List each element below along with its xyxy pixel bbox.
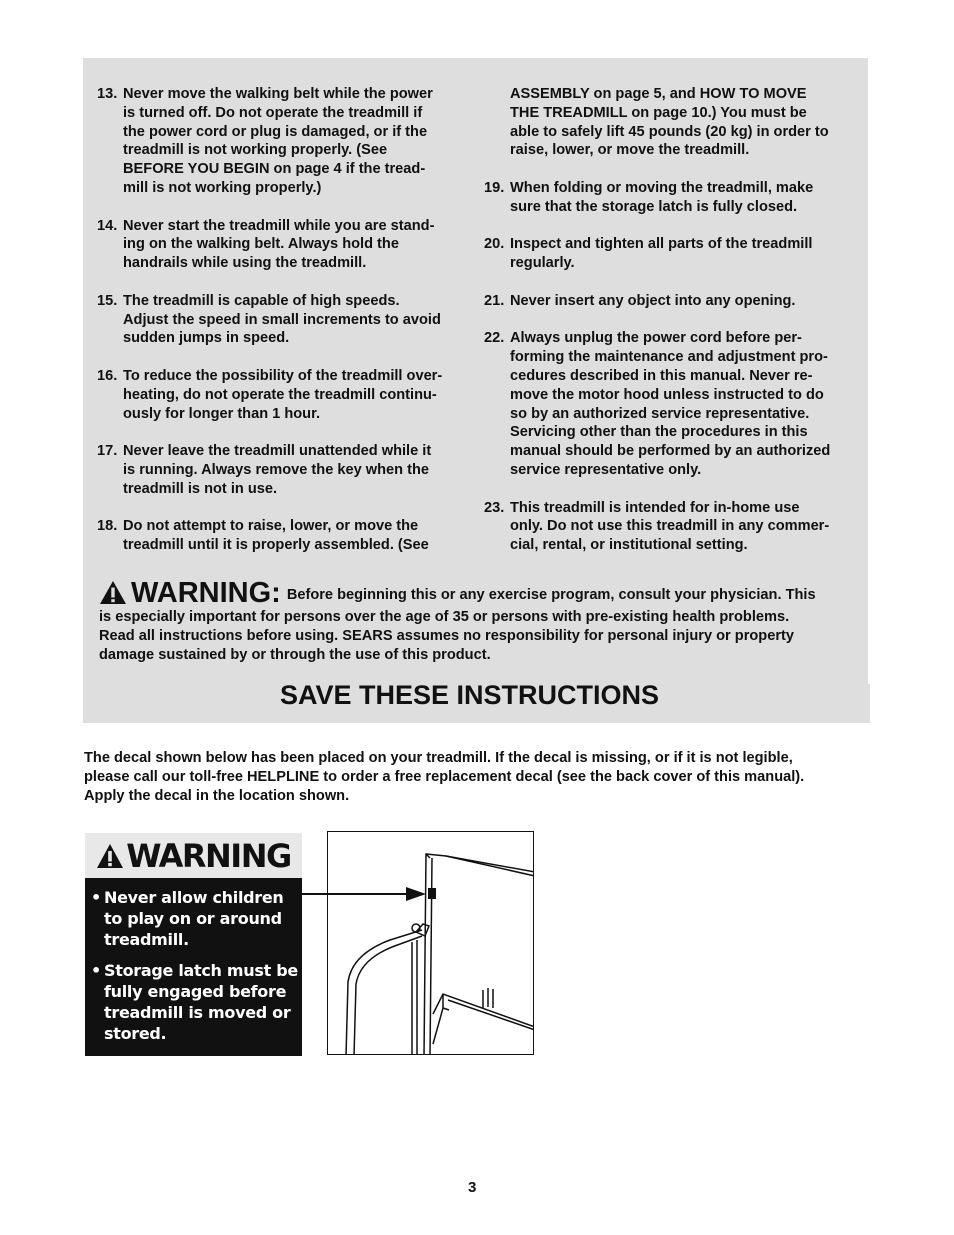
instruction-item-13	[97, 85, 469, 198]
item-line: treadmill until it is properly assembled. (See	[123, 537, 429, 554]
item-text	[510, 179, 856, 217]
bullet-dot: •	[91, 888, 101, 907]
bullet-dot: •	[91, 961, 101, 980]
decal-bullet	[91, 887, 299, 950]
item-line: heating, do not operate the treadmill continu-	[123, 386, 437, 403]
instruction-item-21	[484, 292, 856, 311]
item-line: cial, rental, or institutional setting.	[510, 537, 748, 554]
save-instructions-title: SAVE THESE INSTRUCTIONS	[280, 680, 660, 710]
item-line: service representative only.	[510, 461, 702, 478]
bullet-line: Never allow children	[104, 888, 284, 907]
continuation-line: THE TREADMILL on page 10.) You must be	[510, 104, 807, 121]
page-number: 3	[468, 1179, 477, 1196]
warning-line: is especially important for persons over the age of 35 or persons with pre-existing health problems.	[99, 609, 790, 625]
instruction-item-23	[484, 499, 856, 555]
continuation-line: ASSEMBLY on page 5, and HOW TO MOVE	[510, 86, 807, 102]
instruction-item-19	[484, 179, 856, 217]
warning-triangle-icon	[96, 843, 124, 869]
item-number: 15.	[97, 292, 118, 309]
item-line: handrails while using the treadmill.	[123, 255, 367, 272]
item-line: Always unplug the power cord before per-	[510, 330, 802, 347]
item-line: is turned off. Do not operate the treadmill if	[123, 104, 423, 121]
item-line: sudden jumps in speed.	[123, 330, 290, 347]
decal-bullet	[91, 960, 299, 1044]
item-line: mill is not working properly.)	[123, 179, 322, 196]
item-number: 23.	[484, 499, 505, 516]
bullet-line: treadmill.	[104, 930, 189, 949]
bullet-line: treadmill is moved or	[104, 1003, 291, 1022]
bullet-text	[104, 887, 284, 950]
instruction-item-17	[97, 442, 469, 498]
item-number: 22.	[484, 330, 505, 347]
item-line: ing on the walking belt. Always hold the	[123, 236, 399, 253]
item-number: 18.	[97, 518, 118, 535]
decal-note-line: The decal shown below has been placed on your treadmill. If the decal is missing, or if it is not legible,	[84, 750, 793, 766]
item-line: Never leave the treadmill unattended while it	[123, 443, 432, 460]
item-line: Never start the treadmill while you are stand-	[123, 217, 435, 234]
item-line: treadmill is not working properly. (See	[123, 142, 388, 159]
instruction-item-16	[97, 367, 469, 423]
continuation-line: able to safely lift 45 pounds (20 kg) in order to	[510, 123, 829, 140]
item-line: move the motor hood unless instructed to do	[510, 386, 824, 403]
decal-note-line: Apply the decal in the location shown.	[84, 788, 350, 805]
item-number: 21.	[484, 292, 505, 309]
item-line: The treadmill is capable of high speeds.	[123, 292, 400, 309]
item-line: BEFORE YOU BEGIN on page 4 if the tread-	[123, 161, 426, 178]
warning-line: damage sustained by or through the use of this product.	[99, 647, 491, 663]
item-line: regularly.	[510, 255, 575, 272]
item-line: is running. Always remove the key when the	[123, 461, 430, 478]
item-number: 16.	[97, 367, 118, 384]
bullet-line: to play on or around	[104, 909, 282, 928]
item-text	[510, 329, 856, 479]
warning-line: Read all instructions before using. SEARS assumes no responsibility for personal injury or property	[99, 628, 794, 644]
decal-note-line: please call our toll-free HELPLINE to order a free replacement decal (see the back cover of this manual).	[84, 769, 805, 786]
bullet-line: fully engaged before	[104, 982, 287, 1001]
item-number: 14.	[97, 217, 118, 234]
item-text	[123, 217, 469, 273]
decal-title: WARNING	[126, 836, 291, 875]
item-number: 17.	[97, 443, 118, 460]
item-line: Never move the walking belt while the power	[123, 86, 433, 102]
warning-first-line: Before beginning this or any exercise program, consult your physician. This	[286, 587, 816, 603]
item-line: This treadmill is intended for in-home use	[510, 499, 800, 516]
warning-text	[99, 608, 859, 665]
item-line: Servicing other than the procedures in this	[510, 424, 808, 441]
item-number: 20.	[484, 236, 505, 253]
instruction-item-14	[97, 217, 469, 273]
decal-bullets	[91, 887, 299, 1054]
item-line: Do not attempt to raise, lower, or move the	[123, 518, 419, 535]
decal-note	[84, 749, 874, 807]
treadmill-diagram	[327, 831, 534, 1055]
instruction-item-15	[97, 292, 469, 348]
item-line: cedures described in this manual. Never re-	[510, 367, 813, 384]
panel-edge	[868, 684, 870, 723]
item-18-continuation	[484, 85, 856, 160]
instructions-left-column	[97, 85, 469, 574]
warning-decal	[85, 833, 302, 1056]
item-line: To reduce the possibility of the treadmill over-	[123, 367, 443, 384]
item-text	[123, 442, 469, 498]
item-number: 19.	[484, 179, 505, 196]
item-text	[123, 292, 469, 348]
bullet-line: Storage latch must be	[104, 961, 298, 980]
item-line: only. Do not use this treadmill in any commer-	[510, 518, 830, 535]
item-line: forming the maintenance and adjustment pro-	[510, 349, 828, 366]
item-text	[510, 499, 856, 555]
item-line: so by an authorized service representative.	[510, 405, 810, 422]
treadmill-illustration	[328, 832, 534, 1055]
bullet-line: stored.	[104, 1024, 167, 1043]
warning-notice	[99, 578, 859, 665]
warning-heading: WARNING:	[131, 577, 281, 609]
item-line: Inspect and tighten all parts of the treadmill	[510, 236, 813, 253]
item-line: manual should be performed by an authorized	[510, 443, 831, 460]
item-line: sure that the storage latch is fully closed.	[510, 198, 798, 215]
item-line: When folding or moving the treadmill, make	[510, 179, 814, 196]
item-number: 13.	[97, 86, 118, 102]
item-line: the power cord or plug is damaged, or if the	[123, 123, 428, 140]
instruction-item-22	[484, 329, 856, 479]
item-text	[510, 292, 856, 311]
warning-triangle-icon	[99, 580, 127, 605]
item-line: treadmill is not in use.	[123, 480, 278, 497]
item-text	[123, 367, 469, 423]
bullet-text	[104, 960, 298, 1044]
item-line: Adjust the speed in small increments to avoid	[123, 311, 441, 328]
decal-header	[85, 833, 302, 878]
item-line: ously for longer than 1 hour.	[123, 405, 321, 422]
instruction-item-20	[484, 235, 856, 273]
instruction-item-18	[97, 517, 469, 555]
item-text	[123, 517, 469, 555]
item-text	[510, 235, 856, 273]
continuation-line: raise, lower, or move the treadmill.	[510, 142, 750, 159]
item-line: Never insert any object into any opening.	[510, 292, 796, 309]
item-text	[123, 85, 469, 198]
instructions-right-column	[484, 85, 856, 574]
